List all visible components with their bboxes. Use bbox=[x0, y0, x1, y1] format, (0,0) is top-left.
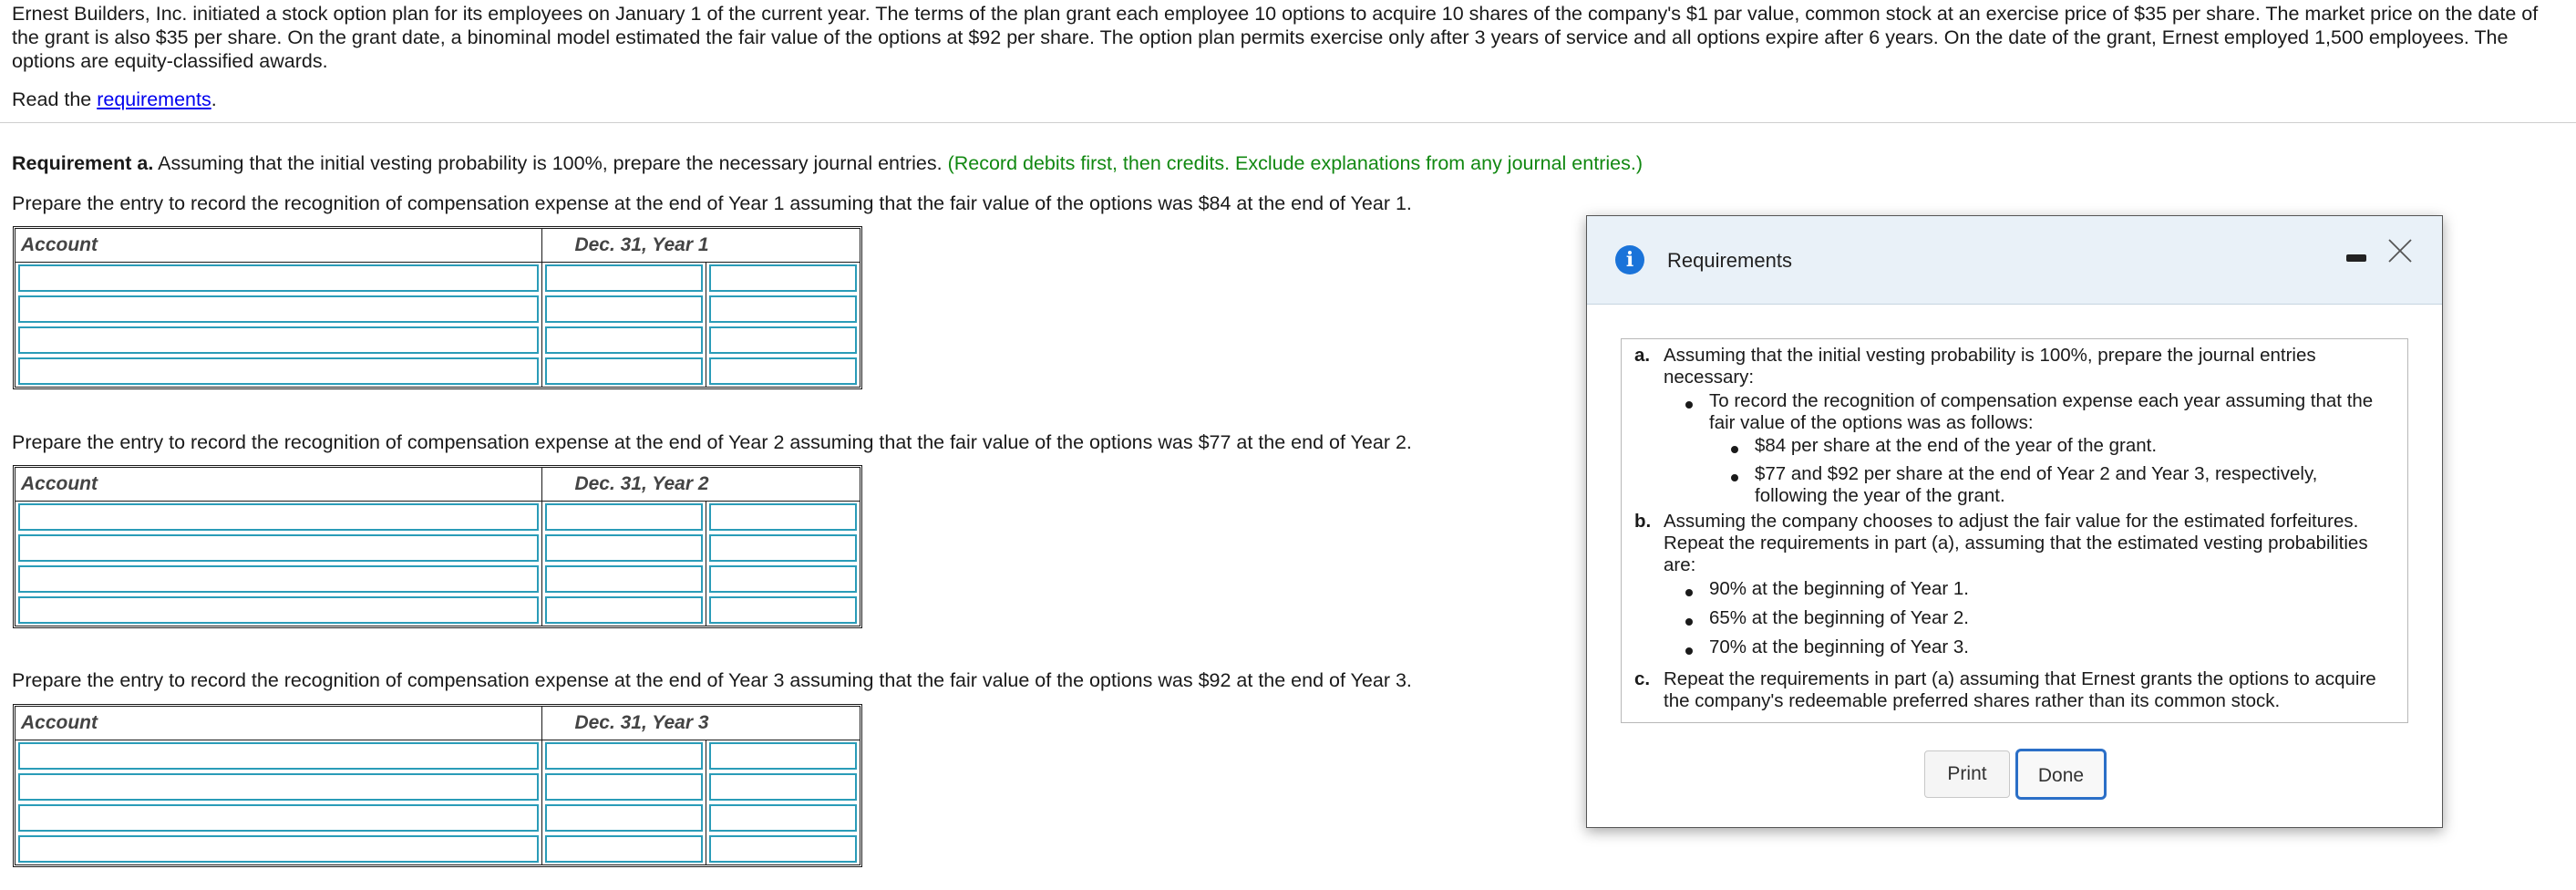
item-label: c. bbox=[1634, 668, 1651, 689]
requirement-a-heading bbox=[12, 151, 1643, 175]
requirements-dialog bbox=[1586, 215, 2443, 828]
account-input[interactable] bbox=[18, 264, 539, 292]
debit-input[interactable] bbox=[545, 503, 703, 531]
credit-input[interactable] bbox=[709, 295, 857, 323]
journal-table-year-1 bbox=[13, 226, 862, 389]
debit-input[interactable] bbox=[545, 804, 703, 832]
journal-row bbox=[15, 595, 860, 626]
item-text: Repeat the requirements in part (a) assuming that Ernest grants the options to acquire bbox=[1664, 668, 2376, 689]
problem-statement: Ernest Builders, Inc. initiated a stock option plan for its employees on January 1 of the current year. The terms of the plan grant each employee 10 options to acquire 10 shares of the company's $1 par value, common stock at an exercise price of $35 per share. The market price on the date of the grant is also $35 per share. On the grant date, a binominal model estimated the fair value of the options at $92 per share. The option plan permits exercise only after 3 years of service and all options expire after 6 years. On the date of the grant, Ernest employed 1,500 employees. The options are equity-classified awards. bbox=[12, 3, 2539, 72]
account-input[interactable] bbox=[18, 742, 539, 770]
sub-sub-item-text: following the year of the grant. bbox=[1755, 485, 2005, 506]
bullet bbox=[1685, 618, 1693, 626]
date-header: Dec. 31, Year 3 bbox=[542, 707, 860, 740]
credit-input[interactable] bbox=[709, 357, 857, 385]
journal-row bbox=[15, 533, 860, 564]
journal-row bbox=[15, 802, 860, 833]
journal-table-year-3 bbox=[13, 704, 862, 867]
requirement-a-instruction: (Record debits first, then credits. Exclude explanations from any journal entries.) bbox=[947, 152, 1643, 174]
item-text: Assuming the company chooses to adjust the fair value for the estimated forfeitures. bbox=[1664, 511, 2359, 532]
debit-input[interactable] bbox=[545, 565, 703, 593]
item-text: necessary: bbox=[1664, 367, 1755, 388]
done-button[interactable]: Done bbox=[2015, 749, 2107, 800]
requirement-a-text: Assuming that the initial vesting probability is 100%, prepare the necessary journal entries. bbox=[153, 152, 948, 174]
close-icon[interactable] bbox=[2385, 236, 2415, 265]
debit-input[interactable] bbox=[545, 534, 703, 562]
entry-1-prompt: Prepare the entry to record the recognition of compensation expense at the end of Year 1 assuming that the fair value of the options was $84 at the end of Year 1. bbox=[12, 192, 1412, 214]
account-input[interactable] bbox=[18, 773, 539, 801]
account-input[interactable] bbox=[18, 596, 539, 624]
item-text: are: bbox=[1664, 554, 1696, 575]
credit-input[interactable] bbox=[709, 264, 857, 292]
journal-row bbox=[15, 740, 860, 771]
requirements-list bbox=[1621, 338, 2408, 723]
credit-input[interactable] bbox=[709, 835, 857, 863]
account-input[interactable] bbox=[18, 357, 539, 385]
journal-row bbox=[15, 263, 860, 294]
item-label: b. bbox=[1634, 511, 1652, 532]
credit-input[interactable] bbox=[709, 742, 857, 770]
account-input[interactable] bbox=[18, 804, 539, 832]
credit-input[interactable] bbox=[709, 565, 857, 593]
item-text: Repeat the requirements in part (a), assuming that the estimated vesting probabilities bbox=[1664, 533, 2368, 554]
sub-item-text: 70% at the beginning of Year 3. bbox=[1709, 636, 1969, 657]
sub-sub-item-text: $84 per share at the end of the year of the grant. bbox=[1755, 435, 2158, 456]
account-header: Account bbox=[15, 468, 542, 502]
bullet bbox=[1685, 589, 1693, 596]
divider bbox=[0, 122, 2576, 123]
date-header: Dec. 31, Year 1 bbox=[542, 229, 860, 263]
sub-item-text: To record the recognition of compensation expense each year assuming that the bbox=[1709, 390, 2374, 411]
read-suffix: . bbox=[211, 88, 217, 110]
debit-input[interactable] bbox=[545, 742, 703, 770]
item-label: a. bbox=[1634, 345, 1651, 366]
credit-input[interactable] bbox=[709, 326, 857, 354]
credit-input[interactable] bbox=[709, 596, 857, 624]
journal-row bbox=[15, 833, 860, 864]
print-button[interactable]: Print bbox=[1924, 750, 2010, 798]
journal-row bbox=[15, 564, 860, 595]
sub-item-text: 65% at the beginning of Year 2. bbox=[1709, 607, 1969, 628]
debit-input[interactable] bbox=[545, 357, 703, 385]
bullet bbox=[1685, 647, 1693, 655]
account-input[interactable] bbox=[18, 295, 539, 323]
journal-table-year-2 bbox=[13, 465, 862, 628]
dialog-title: Requirements bbox=[1667, 249, 1792, 272]
debit-input[interactable] bbox=[545, 295, 703, 323]
entry-3-prompt: Prepare the entry to record the recognition of compensation expense at the end of Year 3 assuming that the fair value of the options was $92 at the end of Year 3. bbox=[12, 669, 1412, 691]
entry-2-prompt: Prepare the entry to record the recognition of compensation expense at the end of Year 2 assuming that the fair value of the options was $77 at the end of Year 2. bbox=[12, 431, 1412, 453]
sub-item-text: fair value of the options was as follows: bbox=[1709, 412, 2034, 433]
account-input[interactable] bbox=[18, 503, 539, 531]
credit-input[interactable] bbox=[709, 503, 857, 531]
account-header: Account bbox=[15, 229, 542, 263]
account-input[interactable] bbox=[18, 534, 539, 562]
item-text: Assuming that the initial vesting probability is 100%, prepare the journal entries bbox=[1664, 345, 2316, 366]
bullet bbox=[1685, 401, 1693, 409]
debit-input[interactable] bbox=[545, 326, 703, 354]
debit-input[interactable] bbox=[545, 835, 703, 863]
sub-item-text: 90% at the beginning of Year 1. bbox=[1709, 578, 1969, 599]
item-text: the company's redeemable preferred shares rather than its common stock. bbox=[1664, 690, 2281, 711]
account-input[interactable] bbox=[18, 326, 539, 354]
read-requirements-line bbox=[12, 88, 217, 111]
account-input[interactable] bbox=[18, 835, 539, 863]
credit-input[interactable] bbox=[709, 773, 857, 801]
requirement-a-label: Requirement a. bbox=[12, 152, 154, 174]
journal-row bbox=[15, 325, 860, 356]
read-prefix: Read the bbox=[12, 88, 98, 110]
minimize-icon[interactable] bbox=[2346, 254, 2366, 262]
journal-row bbox=[15, 502, 860, 533]
requirements-link[interactable]: requirements bbox=[97, 88, 211, 110]
journal-row bbox=[15, 294, 860, 325]
debit-input[interactable] bbox=[545, 264, 703, 292]
sub-sub-item-text: $77 and $92 per share at the end of Year 2 and Year 3, respectively, bbox=[1755, 463, 2318, 484]
dialog-header[interactable] bbox=[1587, 216, 2442, 305]
debit-input[interactable] bbox=[545, 596, 703, 624]
debit-input[interactable] bbox=[545, 773, 703, 801]
journal-row bbox=[15, 356, 860, 387]
info-icon: i bbox=[1615, 245, 1644, 274]
bullet bbox=[1731, 474, 1738, 481]
credit-input[interactable] bbox=[709, 804, 857, 832]
date-header: Dec. 31, Year 2 bbox=[542, 468, 860, 502]
account-header: Account bbox=[15, 707, 542, 740]
journal-row bbox=[15, 771, 860, 802]
account-input[interactable] bbox=[18, 565, 539, 593]
bullet bbox=[1731, 446, 1738, 453]
credit-input[interactable] bbox=[709, 534, 857, 562]
